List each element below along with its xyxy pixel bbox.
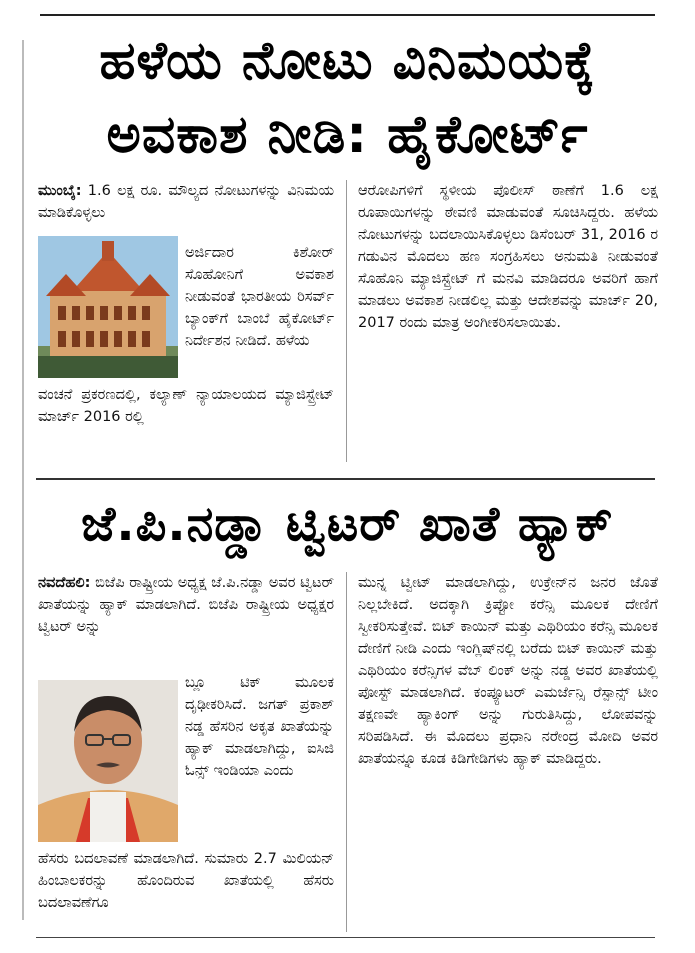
- article2-left-bottom-text: ಹೆಸರು ಬದಲಾವಣೆ ಮಾಡಲಾಗಿದೆ. ಸುಮಾರು 2.7 ಮಿಲಿಯನ್ ಹಿಂಬಾಲಕರನ್ನು ಹೊಂದಿರುವ ಖಾತೆಯಲ್ಲಿ ಹೆಸರು ಬದಲಾವಣೆಗೂ: [38, 851, 334, 911]
- article1-left-top: [38, 180, 334, 224]
- article1-right-text: ಆರೋಪಿಗಳಿಗೆ ಸ್ಥಳೀಯ ಪೊಲೀಸ್ ಠಾಣೆಗೆ 1.6 ಲಕ್ಷ ರೂಪಾಯಿಗಳನ್ನು ಠೇವಣಿ ಮಾಡುವಂತೆ ಸೂಚಿಸಿದ್ದರು. ಹಳೆಯ ನೋಟುಗಳನ್ನು ಬದಲಾಯಿಸಿಕೊಳ್ಳಲು ಡಿಸೆಂಬರ್ 31, 2016 ರ ಗಡುವಿನ ಮೊದಲು ಹಣ ಸಂಗ್ರಹಿಸಲು ಅನುಮತಿ ನೀಡುವಂತೆ ಸೊಹೊನಿ ಮ್ಯಾಜಿಸ್ಟ್ರೇಟ್ ಗೆ ಮನವಿ ಮಾಡಿದರೂ ಅವರಿಗೆ ಹಾಗೆ ಮಾಡಲು ಅವಕಾಶ ನೀಡಲಿಲ್ಲ ಮತ್ತು ಆದೇಶವನ್ನು ಮಾರ್ಚ್ 20, 2017 ರಂದು ಮಾತ್ರ ಅಂಗೀಕರಿಸಲಾಯಿತು.: [358, 183, 658, 331]
- article2-right-text: ಮುನ್ನ ಟ್ವೀಟ್ ಮಾಡಲಾಗಿದ್ದು, ಉಕ್ರೇನ್‌ನ ಜನರ ಜೊತೆ ನಿಲ್ಲಬೇಕಿದೆ. ಅದಕ್ಕಾಗಿ ಕ್ರಿಪ್ಟೋ ಕರೆನ್ಸಿ ಮೂಲಕ ದೇಣಿಗೆ ಸ್ವೀಕರಿಸುತ್ತೇವೆ. ಬಿಟ್ ಕಾಯಿನ್ ಮತ್ತು ಎಥಿರಿಯಂ ಕರೆನ್ಸಿ ಮೂಲಕ ದೇಣಿಗೆ ನೀಡಿ ಎಂದು ಇಂಗ್ಲಿಷ್‌ನಲ್ಲಿ ಬರೆದು ಬಿಟ್ ಕಾಯಿನ್ ಮತ್ತು ಎಥಿರಿಯಂ ಕರೆನ್ಸಿಗಳ ವೆಬ್ ಲಿಂಕ್ ಅನ್ನು ನಡ್ಡ ಅವರ ಖಾತೆಯಲ್ಲಿ ಪೋಸ್ಟ್ ಮಾಡಲಾಗಿದೆ. ಕಂಪ್ಯೂಟರ್ ಎಮರ್ಜೆನ್ಸಿ ರೆಸ್ಪಾನ್ಸ್ ಟೀಂ ತಕ್ಷಣವೇ ಹ್ಯಾಕಿಂಗ್ ಅನ್ನು ಗುರುತಿಸಿದ್ದು, ಲೋಪವನ್ನು ಸರಿಪಡಿಸಿದೆ. ಈ ಮೊದಲು ಪ್ರಧಾನಿ ನರೇಂದ್ರ ಮೋದಿ ಅವರ ಖಾತೆಯನ್ನೂ ಕೂಡ ಕಿಡಿಗೇಡಿಗಳು ಹ್ಯಾಕ್ ಮಾಡಿದ್ದರು.: [358, 575, 658, 767]
- bottom-rule: [36, 937, 655, 938]
- article2-headline: ಜೆ.ಪಿ.ನಡ್ಡಾ ಟ್ವಿಟರ್ ಖಾತೆ ಹ್ಯಾಕ್: [81, 496, 614, 552]
- top-rule: [40, 14, 655, 16]
- article1-left-side-text: ಅರ್ಜಿದಾರ ಕಿಶೋರ್ ಸೊಹೋನಿಗೆ ಅವಕಾಶ ನೀಡುವಂತೆ ಭಾರತೀಯ ರಿಸರ್ವ್ ಬ್ಯಾಂಕ್‌ಗೆ ಬಾಂಬೆ ಹೈಕೋರ್ಟ್ ನಿರ್ದೇಶನ ನೀಡಿದೆ. ಹಳೆಯ: [185, 245, 334, 349]
- high-court-building-photo: [38, 236, 178, 378]
- left-margin-rule: [22, 40, 24, 920]
- article2-left-top: [38, 572, 334, 638]
- jp-nadda-photo: [38, 680, 178, 842]
- article2-left-top-text: ಬಿಜೆಪಿ ರಾಷ್ಟ್ರೀಯ ಅಧ್ಯಕ್ಷ ಜೆ.ಪಿ.ನಡ್ಡಾ ಅವರ ಟ್ವಿಟರ್ ಖಾತೆಯನ್ನು ಹ್ಯಾಕ್ ಮಾಡಲಾಗಿದೆ. ಬಿಜೆಪಿ ರಾಷ್ಟ್ರೀಯ ಅಧ್ಯಕ್ಷರ ಟ್ವಿಟರ್ ಅನ್ನು: [38, 575, 334, 635]
- article1-headline-line1: ಹಳೆಯ ನೋಟು ವಿನಿಮಯಕ್ಕೆ: [99, 31, 596, 91]
- article2-column-rule: [346, 572, 347, 932]
- article2-left-side-text: ಬ್ಲೂ ಟಿಕ್ ಮೂಲಕ ದೃಢೀಕರಿಸಿದೆ. ಜಗತ್ ಪ್ರಕಾಶ್ ನಡ್ಡ ಹೆಸರಿನ ಅಕೃತ ಖಾತೆಯನ್ನು ಹ್ಯಾಕ್ ಮಾಡಲಾಗಿದ್ದು, ಐಸಿಜಿ ಓನ್ಸ್ ಇಂಡಿಯಾ ಎಂದು: [185, 675, 334, 779]
- article1-headline-line2: ಅವಕಾಶ ನೀಡಿ: ಹೈಕೋರ್ಟ್: [106, 105, 589, 165]
- article1-left-top-text: 1.6 ಲಕ್ಷ ರೂ. ಮೌಲ್ಯದ ನೋಟುಗಳನ್ನು ವಿನಿಮಯ ಮಾಡಿಕೊಳ್ಳಲು: [38, 183, 335, 221]
- article2-dateline: ನವದೆಹಲಿ:: [38, 575, 91, 591]
- article1-dateline: ಮುಂಬೈ:: [38, 183, 82, 199]
- article1-left-bottom-text: ವಂಚನೆ ಪ್ರಕರಣದಲ್ಲಿ, ಕಲ್ಯಾಣ್ ನ್ಯಾಯಾಲಯದ ಮ್ಯಾಜಿಸ್ಟ್ರೇಟ್ ಮಾರ್ಚ್ 2016 ರಲ್ಲಿ: [38, 387, 334, 425]
- article1-column-rule: [346, 180, 347, 462]
- article-divider: [36, 478, 655, 480]
